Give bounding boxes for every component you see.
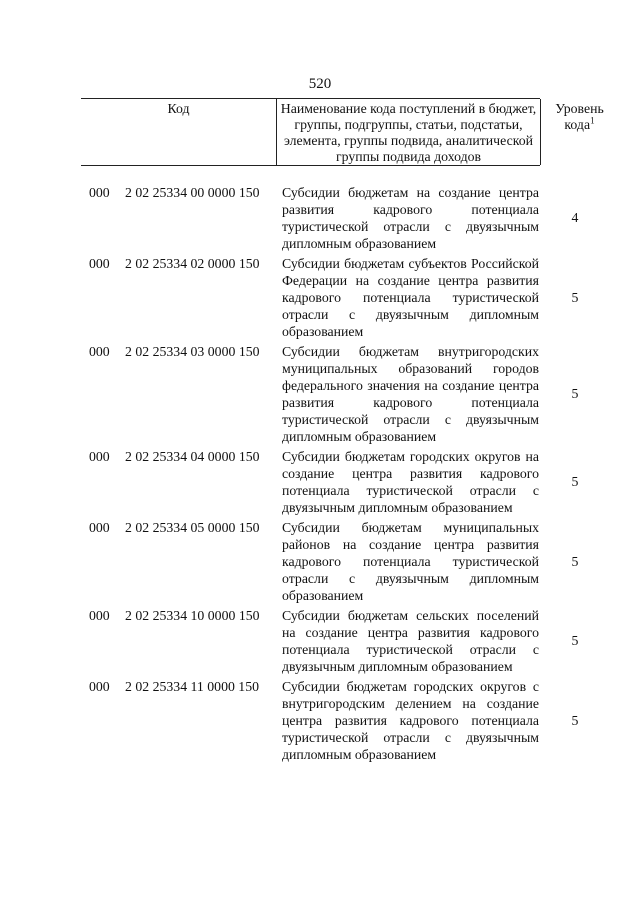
revenue-name: Субсидии бюджетам городских округов на создание центра развития кадрового потенциала туристической отрасли с двуязычным дипломным образованием [282, 449, 539, 515]
table-row [0, 448, 640, 516]
revenue-code: 2 02 25334 03 0000 150 [125, 344, 260, 359]
revenue-code: 2 02 25334 10 0000 150 [125, 608, 260, 623]
table-row [0, 184, 640, 252]
header-level-line1: Уровень [555, 101, 604, 116]
footnote-marker: 1 [590, 115, 595, 126]
revenue-name: Субсидии бюджетам сельских поселений на создание центра развития кадрового потенциала туристической отрасли с двуязычным дипломным образованием [282, 608, 539, 674]
code-level: 5 [571, 386, 579, 401]
revenue-code: 2 02 25334 02 0000 150 [125, 256, 260, 271]
code-level: 5 [571, 289, 579, 305]
admin-code: 000 [89, 608, 110, 623]
revenue-code: 2 02 25334 05 0000 150 [125, 520, 260, 535]
code-level: 4 [571, 210, 579, 225]
code-level: 5 [571, 712, 579, 728]
code-level: 5 [571, 633, 579, 648]
admin-code: 000 [89, 449, 110, 464]
table-row [0, 519, 640, 604]
header-code: Код [167, 101, 190, 116]
table-header [81, 98, 604, 166]
admin-code: 000 [89, 256, 110, 271]
table-body [0, 184, 640, 763]
admin-code: 000 [89, 344, 110, 359]
revenue-code: 2 02 25334 04 0000 150 [125, 449, 260, 464]
revenue-name: Субсидии бюджетам субъектов Российской Федерации на создание центра развития кадрового потенциала туристической отрасли с двуязычным дипломным образованием [282, 256, 539, 339]
header-level-line2 [541, 117, 618, 133]
header-level-word: кода [564, 117, 591, 132]
table-row [0, 678, 640, 763]
code-level: 5 [571, 474, 579, 489]
admin-code: 000 [89, 520, 110, 535]
revenue-code: 2 02 25334 11 0000 150 [125, 679, 260, 694]
revenue-name: Субсидии бюджетам внутригородских муниципальных образований городов федерального значения на создание центра развития кадрового потенциала туристической отрасли с двуязычным дипломным образованием [282, 344, 539, 444]
table-row [0, 255, 640, 340]
revenue-code: 2 02 25334 00 0000 150 [125, 185, 260, 200]
table-row [0, 343, 640, 445]
revenue-name: Субсидии бюджетам муниципальных районов на создание центра развития кадрового потенциала туристической отрасли с двуязычным дипломным образованием [282, 520, 539, 603]
header-name: Наименование кода поступлений в бюджет, группы, подгруппы, статьи, подстатьи, элемента, группы подвида, аналитической группы подвида доходов [276, 99, 540, 165]
admin-code: 000 [89, 185, 110, 200]
code-level: 5 [571, 553, 579, 569]
revenue-name: Субсидии бюджетам городских округов с внутригородским делением на создание центра развития кадрового потенциала туристической отрасли с двуязычным дипломным образованием [282, 679, 539, 762]
header-level [540, 99, 618, 165]
table-row [0, 607, 640, 675]
admin-code: 000 [89, 679, 110, 694]
revenue-name: Субсидии бюджетам на создание центра развития кадрового потенциала туристической отрасли с двуязычным дипломным образованием [282, 185, 539, 251]
page-number: 520 [308, 76, 332, 92]
